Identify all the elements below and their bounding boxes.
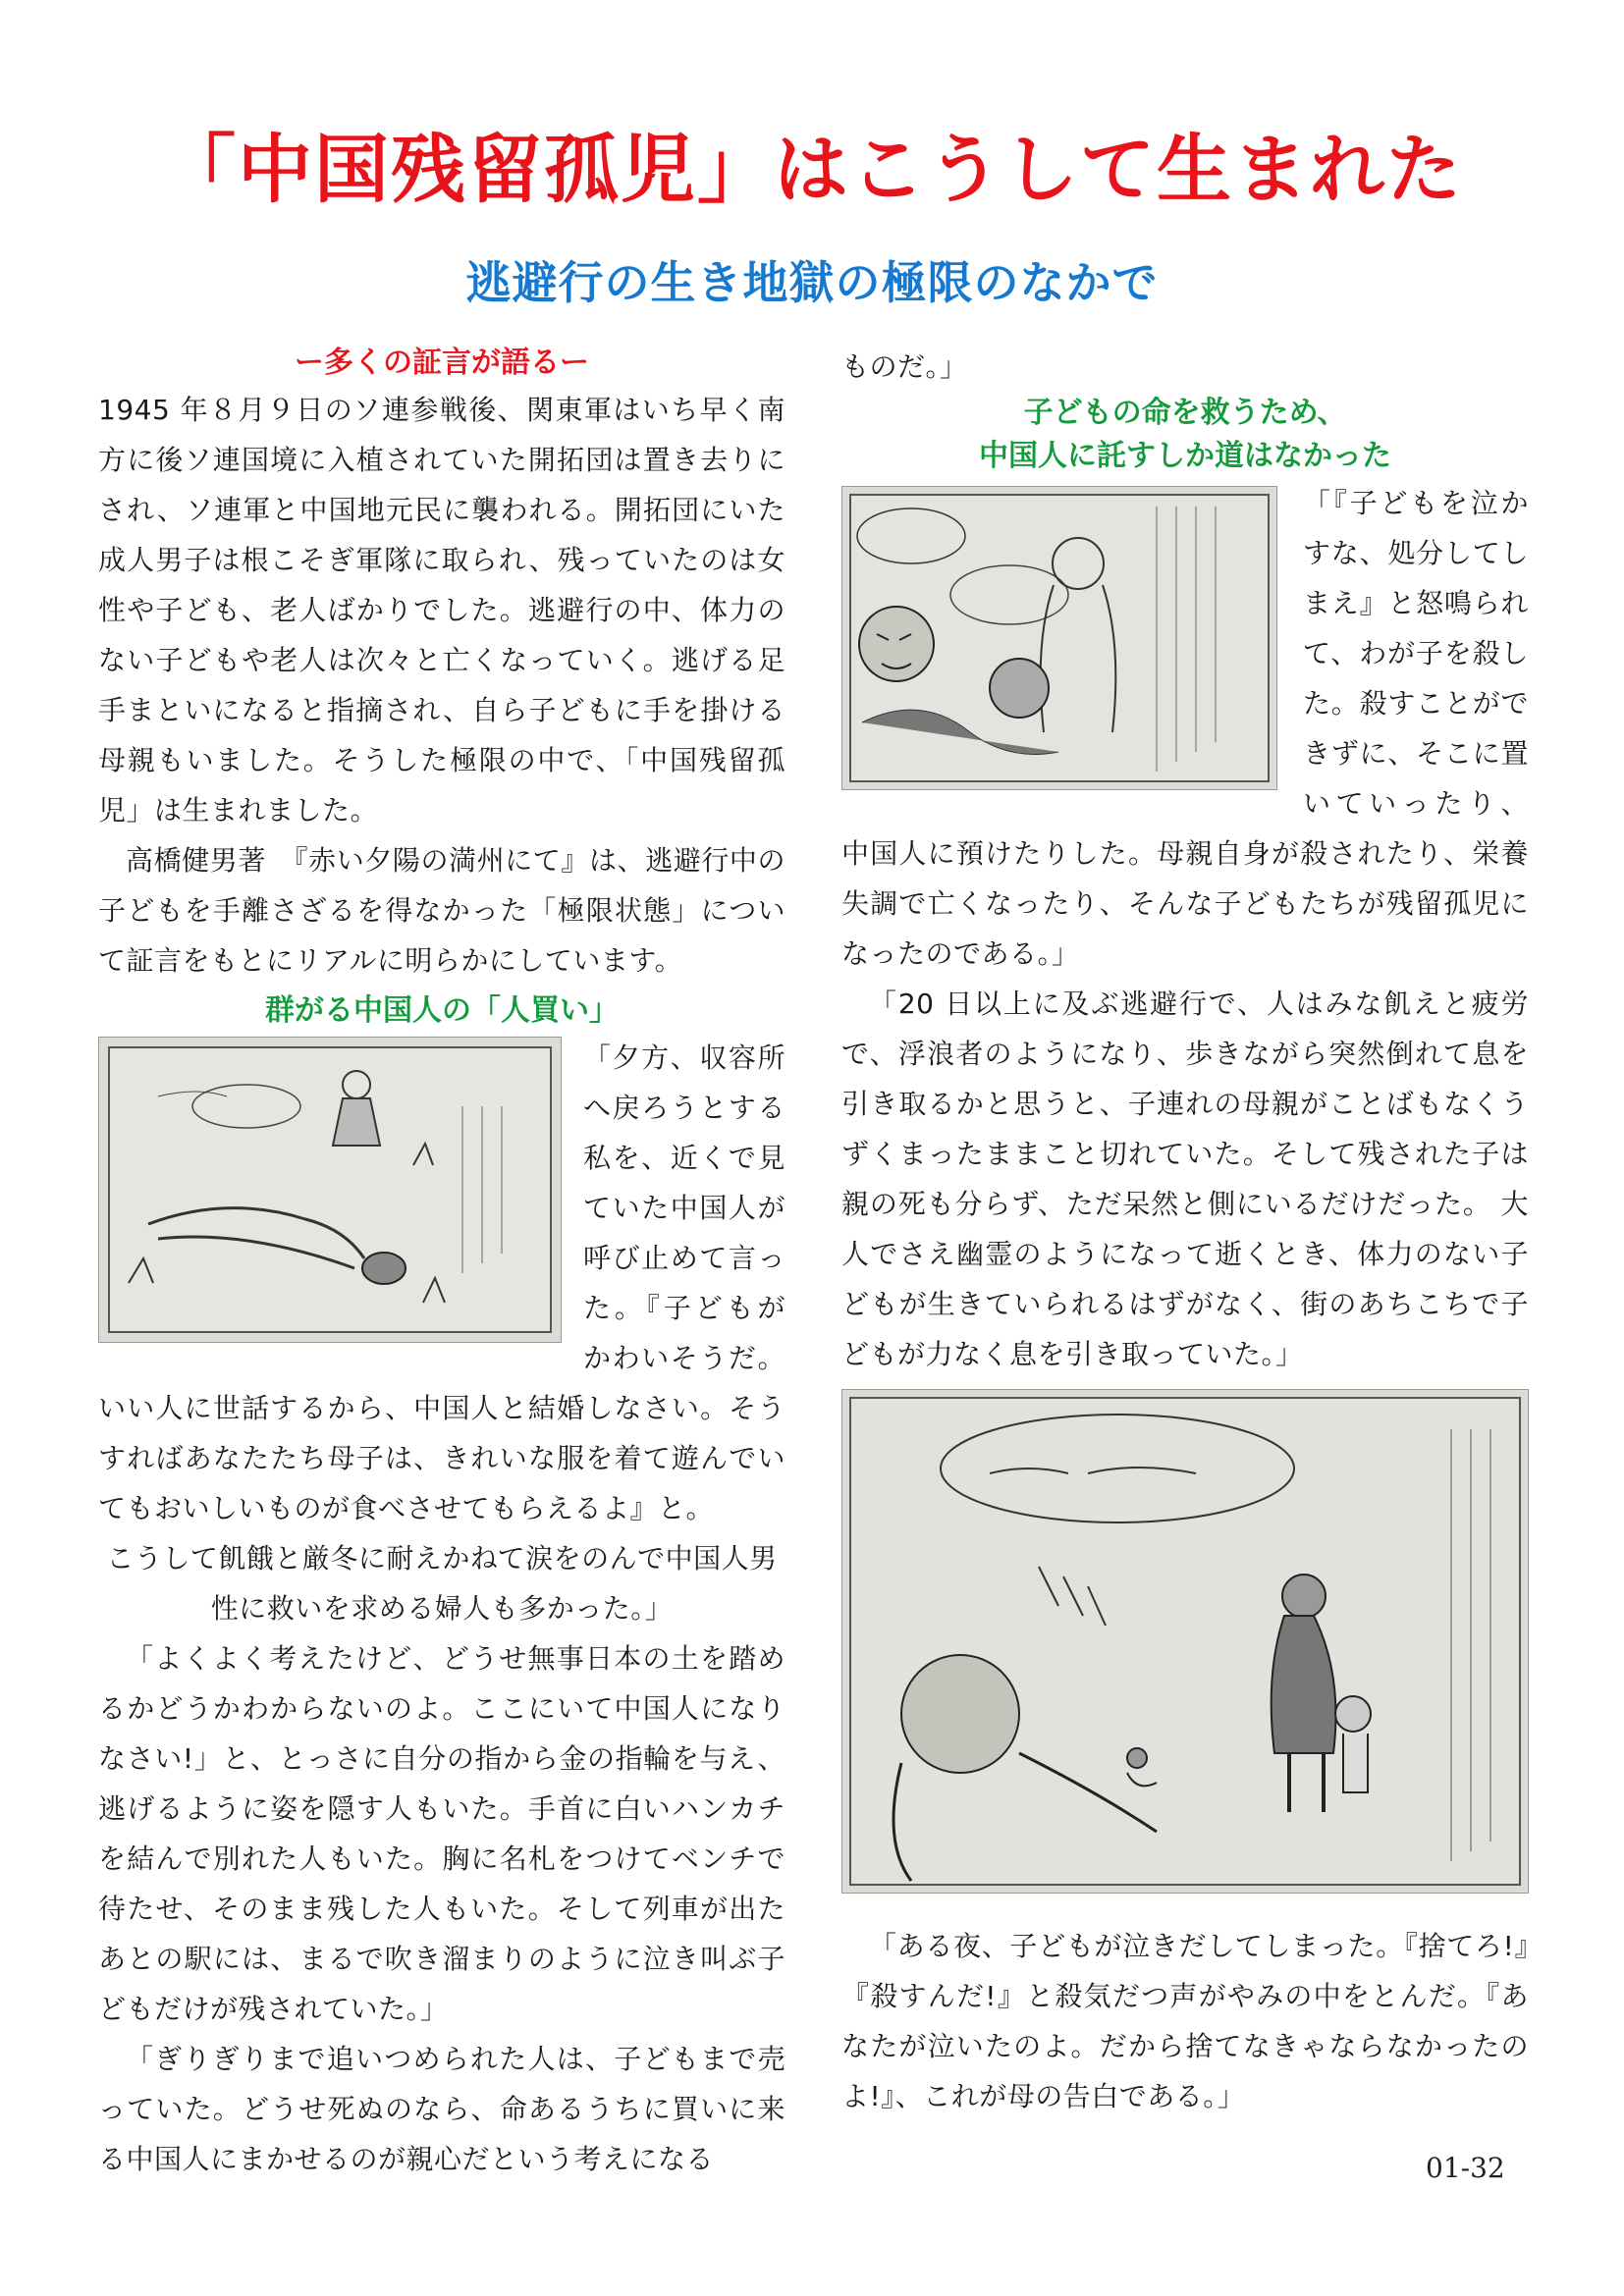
book-reference-paragraph: 高橋健男著 『赤い夕陽の満州にて』は、逃避行中の子どもを手離さざるを得なかった「極限状態」について証言をもとにリアルに明らかにしています。 [98,844,785,977]
section-heading-testimonies: ー多くの証言が語るー [295,346,589,380]
trafficking-quote-paragraph: 「夕方、収容所へ戻ろうとする私を、近くで見ていた中国人が呼び止めて言った。『子どもがかわいそうだ。いい人に世話するから、中国人と結婚しなさい。そうすればあなたたち母子は、きれいな服を着て遊んでいてもおいしいものが食べさせてもらえるよ』と。 [98,1041,785,1524]
intro-paragraph: 1945 年８月９日のソ連参戦後、関東軍はいち早く南方に後ソ連国境に入植されていた開拓団は置き去りにされ、ソ連軍と中国地元民に襲われる。開拓団にいた成人男子は根こそぎ軍隊に取られ、残っていたのは女性や子ども、老人ばかりでした。逃避行の中、体力のない子どもや老人は次々と亡くなっていく。逃げる足手まといになると指摘され、自ら子どもに手を掛ける母親もいました。そうした極限の中で、「中国残留孤児」は生まれました。 [98,394,785,827]
page-subtitle: 逃避行の生き地獄の極限のなかで [465,256,1159,309]
page-number: 01-32 [1426,2152,1505,2184]
illustration-ring-handover [841,1389,1529,1894]
section-heading-human-trafficking: 群がる中国人の「人買い」 [265,993,619,1028]
mother-confession-paragraph: 「ある夜、子どもが泣きだしてしまった。『捨てろ!』『殺すんだ!』と殺気だつ声がやみの中をとんだ。『あなたが泣いたのよ。だから捨てなきゃならなかったのよ!』、これが母の告白である。」 [841,1930,1529,2112]
escape-journey-paragraph: 「20 日以上に及ぶ逃避行で、人はみな飢えと疲労で、浮浪者のようになり、歩きながら突然倒れて息を引き取るかと思うと、子連れの母親がことばもなくうずくまったままこと切れていた。そして残された子は親の死も分らず、ただ呆然と側にいるだけだった。 大人でさえ幽霊のようになって逝くとき、体力のない子どもが生きていられるはずがなく、街のあちこちで子どもが力なく息を引き取っていた。」 [841,988,1529,1370]
ring-quote-paragraph: 「よくよく考えたけど、どうせ無事日本の土を踏めるかどうかわからないのよ。ここにいて中国人になりなさい!」と、とっさに自分の指から金の指輪を与え、逃げるように姿を隠す人もいた。手首に白いハンカチを結んで別れた人もいた。胸に名札をつけてベンチで待たせ、そのまま残した人もいた。そして列車が出たあとの駅には、まるで吹き溜まりのように泣き叫ぶ子どもだけが残されていた。」 [98,1642,785,2025]
illustration-angry-man [841,486,1277,790]
section-heading-save-children-2: 中国人に託すしか道はなかった [979,439,1391,473]
trafficking-quote-conclusion: こうして飢餓と厳冬に耐えかねて涙をのんで中国人男性に救いを求める婦人も多かった。」 [106,1542,778,1625]
page-title: 「中国残留孤児」はこうして生まれた [161,126,1463,213]
left-column [98,342,785,2184]
section-heading-save-children-1: 子どもの命を救うため、 [1023,396,1347,430]
continued-quote-end: ものだ。」 [841,350,968,383]
right-column [841,342,1529,2121]
illustration-fallen-mother [98,1037,562,1343]
kill-child-quote-paragraph: 「『子どもを泣かすな、処分してしまえ』と怒鳴られて、わが子を殺した。殺すことができずに、そこに置いていったり、 中国人に預けたりした。母親自身が殺されたり、栄養失調で亡くなったり、そんな子どもたちが残留孤児になったのである。」 [841,487,1529,970]
selling-children-paragraph: 「ぎりぎりまで追いつめられた人は、子どもまで売っていた。どうせ死ぬのなら、命あるうちに買いに来る中国人にまかせるのが親心だという考えになる [98,2043,785,2175]
